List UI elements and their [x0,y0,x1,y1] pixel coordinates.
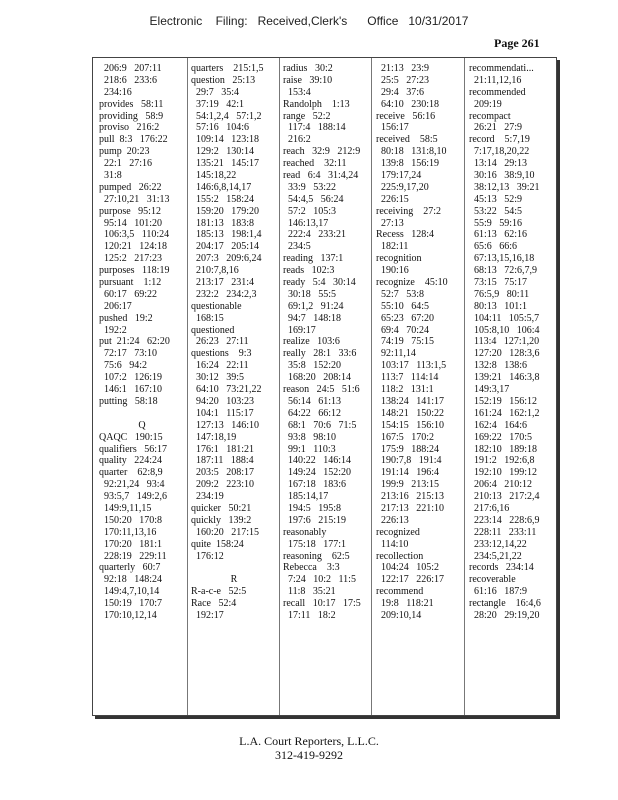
index-entry-line: 191:2 192:6,8 [469,455,535,467]
index-entry-line: 147:18,19 [191,431,237,443]
index-entry-line: 38:12,13 39:21 [469,181,540,193]
index-entry-line: ready 5:4 30:14 [283,277,356,289]
index-entry-line: R-a-c-e 52:5 [191,586,247,598]
index-entry-line: 22:1 27:16 [99,158,153,170]
index-entry-line: 213:17 231:4 [191,277,255,289]
index-entry-line: 161:24 162:1,2 [469,407,540,419]
index-entry-line: pursuant 1:12 [99,277,162,289]
index-entry-line: 175:18 177:1 [283,538,347,550]
index-entry-line: 26:21 27:9 [469,122,523,134]
index-entry-line: 176:1 181:21 [191,443,255,455]
index-entry-line: quicker 50:21 [191,502,252,514]
index-entry-line: 65:23 67:20 [376,312,435,324]
index-entry-line: 11:8 35:21 [283,586,336,598]
index-entry-line: 175:9 188:24 [376,443,440,455]
index-entry-line: 234:16 [99,86,132,98]
index-letter-heading: Q [138,419,146,431]
index-entry-line: 64:10 230:18 [376,98,440,110]
index-entry-line: quality 224:24 [99,455,163,467]
index-entry-line: Race 52:4 [191,598,237,610]
index-entry-line: reasonably [283,526,327,538]
index-entry-line: 135:21 145:17 [191,158,260,170]
index-entry-line: 223:14 228:6,9 [469,514,540,526]
index-entry-line [99,408,185,420]
index-entry-line: 190:7,8 191:4 [376,455,442,467]
index-column-1 [99,63,185,622]
index-entry-line: reach 32:9 212:9 [283,146,361,158]
index-entry-line: 209:2 223:10 [191,479,255,491]
index-column-5 [469,63,555,622]
index-entry-line: 122:17 226:17 [376,574,445,586]
index-entry-line: reached 32:11 [283,158,347,170]
index-entry-line: 146:6,8,14,17 [191,181,252,193]
index-entry-line: 25:5 27:23 [376,74,430,86]
index-entry-line: 104:1 115:17 [191,407,254,419]
index-entry-line: 93:5,7 149:2,6 [99,491,168,503]
index-entry-line: provides 58:11 [99,98,164,110]
index-entry-line: 132:8 138:6 [469,360,528,372]
index-entry-line: 232:2 234:2,3 [191,288,257,300]
index-column-3 [283,63,369,622]
index-entry-line: 169:22 170:5 [469,431,533,443]
index-entry-line: 216:2 [283,134,311,146]
index-entry-line: really 28:1 33:6 [283,348,357,360]
index-entry-line: range 52:2 [283,110,331,122]
index-entry-line: quarters 215:1,5 [191,63,264,74]
index-entry-line: 139:21 146:3,8 [469,372,540,384]
index-entry-line: 149:3,17 [469,384,510,396]
index-entry-line: 167:18 183:6 [283,479,347,491]
index-entry-line: 69:4 70:24 [376,324,430,336]
index-entry-line: 192:2 [99,324,127,336]
index-entry-line: 199:9 213:15 [376,479,440,491]
index-entry-line: 210:7,8,16 [191,265,239,277]
index-entry-line: 148:21 150:22 [376,407,445,419]
index-entry-line: 149:4,7,10,14 [99,586,160,598]
index-entry-line: 92:21,24 93:4 [99,479,165,491]
index-entry-line: 109:14 123:18 [191,134,260,146]
index-entry-line: 169:17 [283,324,316,336]
index-entry-line: 187:11 188:4 [191,455,254,467]
index-entry-line: 27:10,21 31:13 [99,193,170,205]
index-entry-line: 197:6 215:19 [283,514,347,526]
index-entry-line: 150:19 170:7 [99,598,163,610]
index-entry-line: 210:13 217:2,4 [469,491,540,503]
index-entry-line [191,562,277,574]
index-entry-line: 190:16 [376,265,409,277]
index-entry-line: 103:17 113:1,5 [376,360,447,372]
index-entry-line: 140:22 146:14 [283,455,352,467]
index-entry-line: 233:12,14,22 [469,538,527,550]
index-entry-line: 149:9,11,15 [99,502,152,514]
index-entry-line: 55:10 64:5 [376,300,430,312]
index-entry-line: 80:18 131:8,10 [376,146,447,158]
column-divider [464,58,465,715]
index-entry-line: receive 56:16 [376,110,436,122]
index-entry-line: recognize 45:10 [376,277,448,289]
index-entry-line: 181:13 183:8 [191,217,255,229]
index-entry-line: 117:4 188:14 [283,122,346,134]
column-divider [187,58,188,715]
index-entry-line: recompact [469,110,511,122]
index-entry-line: 146:1 167:10 [99,384,163,396]
index-entry-line: 209:10,14 [376,609,422,621]
index-entry-line: 74:19 75:15 [376,336,435,348]
index-entry-line: 30:16 38:9,10 [469,170,535,182]
index-entry-line: 194:5 195:8 [283,502,342,514]
index-entry-line: 170:11,13,16 [99,526,157,538]
index-entry-line: questionable [191,300,242,312]
index-entry-line: 159:20 179:20 [191,205,260,217]
index-entry-line: 168:20 208:14 [283,372,352,384]
index-entry-line: 7:17,18,20,22 [469,146,530,158]
index-entry-line: put 21:24 62:20 [99,336,170,348]
index-entry-line: purpose 95:12 [99,205,161,217]
index-entry-line: 92:18 148:24 [99,574,163,586]
index-entry-line: 209:19 [469,98,502,110]
reporter-company: L.A. Court Reporters, L.L.C. [239,734,379,748]
index-entry-line: 29:7 35:4 [191,86,240,98]
index-entry-line: 234:5 [283,241,311,253]
page-number: Page 261 [494,36,540,50]
index-entry-line: 94:7 148:18 [283,312,342,324]
index-entry-line: 54:4,5 56:24 [283,193,344,205]
index-entry-line: 127:13 146:10 [191,419,260,431]
index-entry-line: records 234:14 [469,562,534,574]
index-entry-line: 45:13 52:9 [469,193,523,205]
index-entry-line: 61:13 62:16 [469,229,528,241]
index-column-2 [191,63,277,622]
index-entry-line: receiving 27:2 [376,205,441,217]
index-entry-line: 155:2 158:24 [191,193,255,205]
index-entry-line: Recess 128:4 [376,229,435,241]
index-entry-line: 37:19 42:1 [191,98,245,110]
index-entry-line: read 6:4 31:4,24 [283,170,359,182]
index-entry-line: qualifiers 56:17 [99,443,168,455]
index-entry-line: 153:4 [283,86,311,98]
electronic-filing-stamp: Electronic Filing: Received,Clerk's Office 10/31/2017 [149,14,469,28]
index-entry-line: 226:13 [376,514,409,526]
index-entry-line: 113:7 114:14 [376,372,439,384]
index-entry-line: 52:7 53:8 [376,288,425,300]
word-index-box [92,57,557,716]
index-entry-line: quite 158:24 [191,538,244,550]
index-entry-line: 67:13,15,16,18 [469,253,535,265]
index-entry-line: providing 58:9 [99,110,164,122]
index-entry-line: 7:24 10:2 11:5 [283,574,356,586]
index-entry-line: 168:15 [191,312,224,324]
index-entry-line: 206:4 210:12 [469,479,533,491]
index-entry-line: 16:24 22:11 [191,360,249,372]
index-entry-line: putting 58:18 [99,395,158,407]
index-entry-line: 106:3,5 110:24 [99,229,170,241]
index-entry-line: 73:15 75:17 [469,277,528,289]
index-entry-line: 104:11 105:5,7 [469,312,540,324]
index-entry-line: 217:6,16 [469,502,510,514]
index-entry-line: 234:19 [191,491,224,503]
index-entry-line: 64:10 73:21,22 [191,384,262,396]
index-entry-line: recommended [469,86,526,98]
index-entry-line: 182:11 [376,241,409,253]
index-entry-line: quarterly 60:7 [99,562,161,574]
index-entry-line: 207:3 209:6,24 [191,253,262,265]
index-entry-line: quarter 62:8,9 [99,467,163,479]
index-entry-line: 68:13 72:6,7,9 [469,265,538,277]
index-entry-line: 114:10 [376,538,409,550]
index-entry-line: 152:19 156:12 [469,395,538,407]
index-entry-line: radius 30:2 [283,63,333,74]
index-entry-line: 68:1 70:6 71:5 [283,419,357,431]
index-entry-line: 149:24 152:20 [283,467,352,479]
index-entry-line: 76:5,9 80:11 [469,288,530,300]
index-entry-line: 170:10,12,14 [99,609,157,621]
index-column-4 [376,63,462,622]
index-entry-line: 182:10 189:18 [469,443,538,455]
index-entry-line: recoverable [469,574,516,586]
index-entry-line: questioned [191,324,235,336]
index-entry-line: reading 137:1 [283,253,344,265]
index-entry-line: 80:13 101:1 [469,300,528,312]
index-entry-line: 146:13,17 [283,217,329,229]
index-entry-line: recommendati... [469,63,534,74]
index-entry-line: question 25:13 [191,74,256,86]
index-entry-line: 185:14,17 [283,491,329,503]
index-entry-line: 21:11,12,16 [469,74,522,86]
index-entry-line: 204:17 205:14 [191,241,260,253]
index-entry-line: reads 102:3 [283,265,335,277]
index-entry-line: 154:15 156:10 [376,419,445,431]
index-entry-line: 31:8 [99,170,122,182]
index-entry-line: 99:1 110:3 [283,443,336,455]
index-entry-line: rectangle 16:4,6 [469,598,541,610]
index-entry-line: 206:9 207:11 [99,63,162,74]
index-entry-line: 57:2 105:3 [283,205,337,217]
index-entry-line: 29:4 37:6 [376,86,425,98]
index-entry-line: reasoning 62:5 [283,550,350,562]
index-entry-line: 127:20 128:3,6 [469,348,540,360]
index-entry-line: 65:6 66:6 [469,241,518,253]
index-entry-line: pull 8:3 176:22 [99,134,168,146]
index-entry-line: 120:21 124:18 [99,241,168,253]
index-entry-line: 33:9 53:22 [283,181,337,193]
index-entry-line: purposes 118:19 [99,265,170,277]
index-entry-line: 206:17 [99,300,132,312]
index-entry-line: 13:14 29:13 [469,158,528,170]
index-entry-line: proviso 216:2 [99,122,160,134]
index-entry-line: 69:1,2 91:24 [283,300,344,312]
index-entry-line: 105:8,10 106:4 [469,324,540,336]
index-entry-line: 192:17 [191,609,224,621]
index-entry-line: 213:16 215:13 [376,491,445,503]
index-entry-line: reason 24:5 51:6 [283,384,360,396]
index-entry-line: 64:22 66:12 [283,407,342,419]
index-entry-line: 162:4 164:6 [469,419,528,431]
index-entry-line: 35:8 152:20 [283,360,342,372]
index-entry-line: realize 103:6 [283,336,340,348]
index-entry-line: 192:10 199:12 [469,467,538,479]
index-entry-line: 226:15 [376,193,409,205]
index-entry-line: 30:18 55:5 [283,288,337,300]
index-entry-line: 53:22 54:5 [469,205,523,217]
index-entry-line: 160:20 217:15 [191,526,260,538]
index-entry-line: 170:20 181:1 [99,538,163,550]
index-entry-line: recognized [376,526,420,538]
index-entry-line: 139:8 156:19 [376,158,440,170]
index-entry-line: 104:24 105:2 [376,562,440,574]
index-entry-line: 145:18,22 [191,170,237,182]
index-entry-line: 28:20 29:19,20 [469,609,540,621]
index-entry-line: 107:2 126:19 [99,372,163,384]
index-entry-line: pumped 26:22 [99,181,162,193]
index-entry-line: 176:12 [191,550,224,562]
index-entry-line: 234:5,21,22 [469,550,522,562]
index-entry-line: 228:19 229:11 [99,550,167,562]
index-entry-line: 56:14 61:13 [283,395,342,407]
index-entry-line: 95:14 101:20 [99,217,163,229]
index-entry-line: 57:16 104:6 [191,122,250,134]
index-entry-line: recommend [376,586,424,598]
index-entry-line: 222:4 233:21 [283,229,347,241]
index-entry-line: 55:9 59:16 [469,217,523,229]
index-entry-line: 167:5 170:2 [376,431,435,443]
index-letter-heading: R [230,574,238,586]
index-entry-line: received 58:5 [376,134,438,146]
column-divider [371,58,372,715]
index-entry-line: 26:23 27:11 [191,336,249,348]
index-entry-line: 156:17 [376,122,409,134]
index-entry-line: 61:16 187:9 [469,586,528,598]
index-entry-line: 94:20 103:23 [191,395,255,407]
index-entry-line: Rebecca 3:3 [283,562,340,574]
index-entry-line: 179:17,24 [376,170,422,182]
reporter-phone: 312-419-9292 [275,748,343,762]
index-entry-line: recollection [376,550,424,562]
index-entry-line: 228:11 233:11 [469,526,537,538]
index-entry-line: quickly 139:2 [191,514,252,526]
index-entry-line: 138:24 141:17 [376,395,445,407]
column-divider [279,58,280,715]
index-entry-line: 125:2 217:23 [99,253,163,265]
index-entry-line: record 5:7,19 [469,134,530,146]
index-entry-line: 75:6 94:2 [99,360,148,372]
index-entry-line: 93:8 98:10 [283,431,337,443]
index-entry-line: 185:13 198:1,4 [191,229,262,241]
index-entry-line: 203:5 208:17 [191,467,255,479]
index-entry-line: pump 20:23 [99,146,150,158]
index-entry-line: 225:9,17,20 [376,181,429,193]
index-entry-line: 60:17 69:22 [99,288,158,300]
index-entry-line: Randolph 1:13 [283,98,350,110]
index-entry-line: 129:2 130:14 [191,146,255,158]
index-entry-line: 19:8 118:21 [376,598,434,610]
index-entry-line: questions 9:3 [191,348,252,360]
index-entry-line: 217:13 221:10 [376,502,445,514]
index-entry-line: 150:20 170:8 [99,514,163,526]
index-entry-line: 27:13 [376,217,404,229]
index-entry-line: 54:1,2,4 57:1,2 [191,110,262,122]
index-entry-line: 21:13 23:9 [376,63,430,74]
index-entry-line: 113:4 127:1,20 [469,336,540,348]
index-entry-line: 92:11,14 [376,348,416,360]
index-entry-line: 72:17 73:10 [99,348,158,360]
index-entry-line: pushed 19:2 [99,312,153,324]
index-entry-line: recall 10:17 17:5 [283,598,361,610]
index-entry-line: 17:11 18:2 [283,609,336,621]
index-entry-line: 191:14 196:4 [376,467,440,479]
index-entry-line: raise 39:10 [283,74,333,86]
index-entry-line: recognition [376,253,422,265]
index-entry-line: 30:12 39:5 [191,372,245,384]
index-entry-line: QAQC 190:15 [99,431,163,443]
index-entry-line: 218:6 233:6 [99,74,158,86]
index-entry-line: 118:2 131:1 [376,384,434,396]
